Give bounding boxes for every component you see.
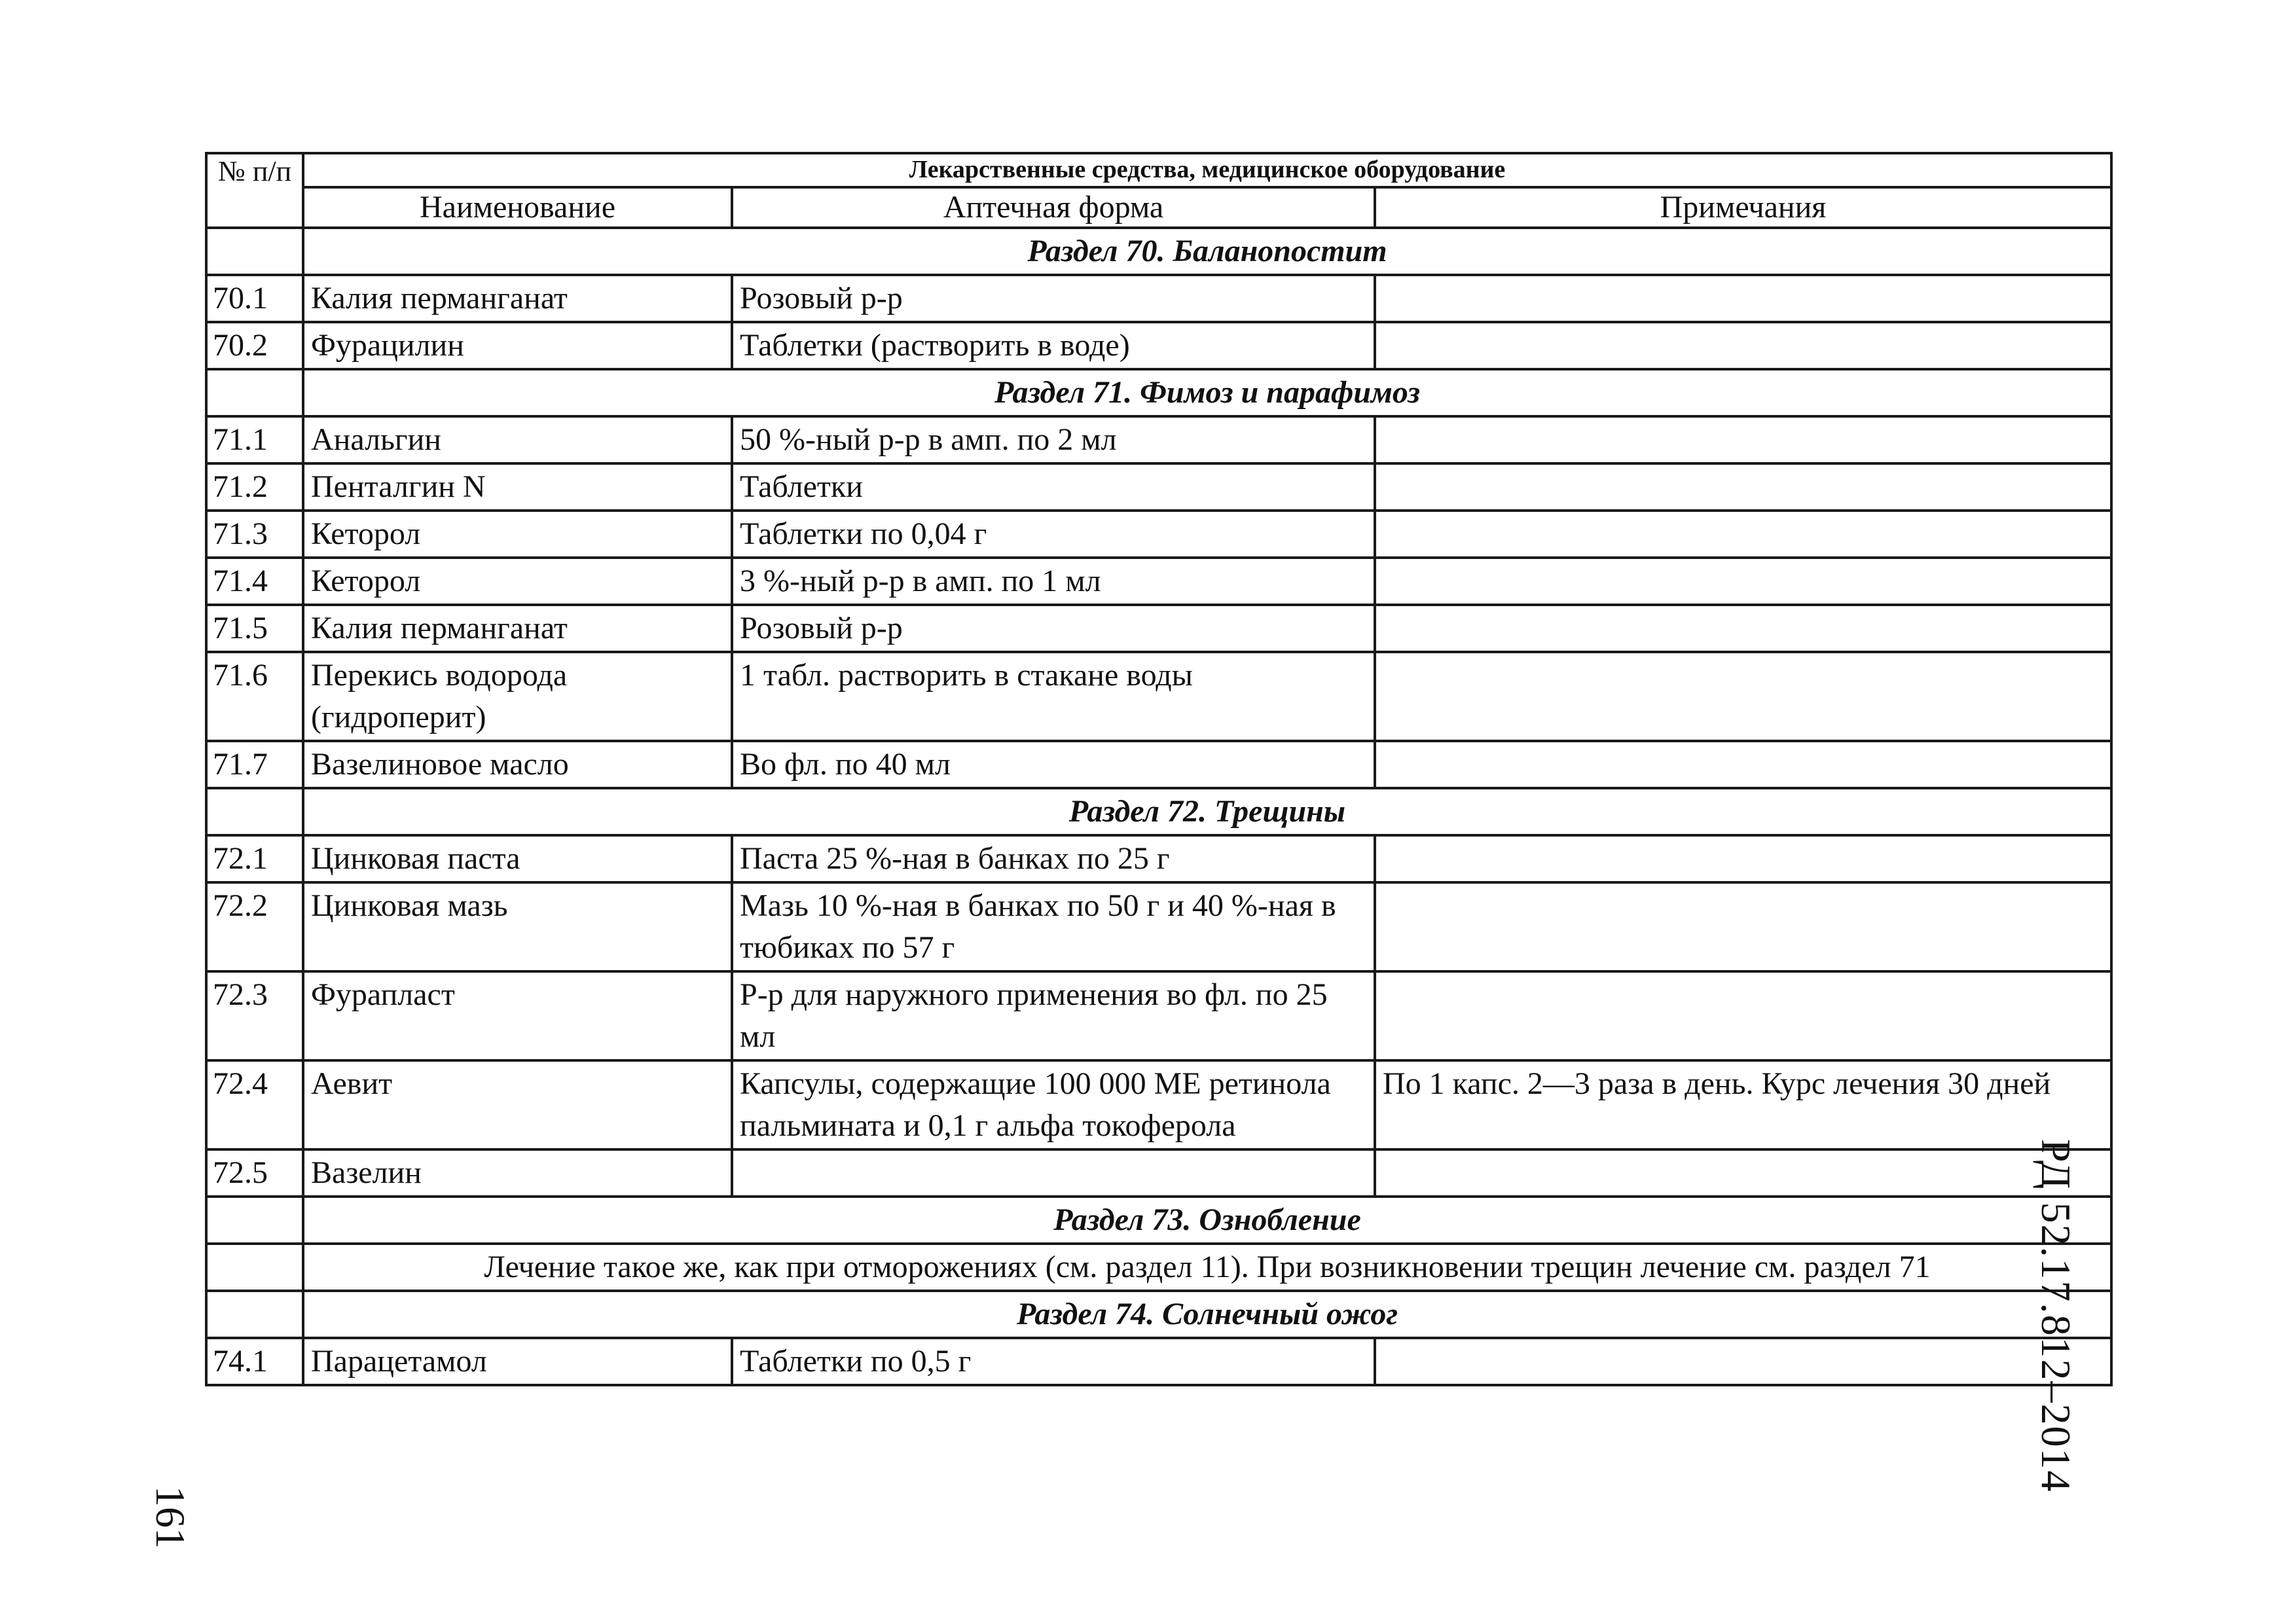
section-row [206, 788, 2111, 835]
notes-column-header: Примечания [1375, 187, 2111, 228]
row-number: 72.4 [206, 1060, 303, 1149]
item-note [1375, 275, 2111, 322]
row-number: 71.5 [206, 605, 303, 652]
item-name: Анальгин [303, 416, 732, 463]
table-row [206, 1060, 2111, 1149]
item-name: Фурацилин [303, 322, 732, 369]
item-form: Таблетки по 0,04 г [732, 511, 1375, 558]
table-row [206, 416, 2111, 463]
section-row [206, 1197, 2111, 1244]
item-form: Р-р для наружного применения во фл. по 25 мл [732, 971, 1375, 1060]
item-form: 1 табл. растворить в стакане воды [732, 652, 1375, 741]
item-name: Калия перманганат [303, 605, 732, 652]
table-row [206, 605, 2111, 652]
item-note [1375, 652, 2111, 741]
table-row [206, 741, 2111, 788]
row-number: 70.2 [206, 322, 303, 369]
item-form: Паста 25 %-ная в банках по 25 г [732, 835, 1375, 882]
item-name: Кеторол [303, 558, 732, 605]
item-name: Цинковая мазь [303, 882, 732, 971]
item-note [1375, 835, 2111, 882]
table-row [206, 652, 2111, 741]
item-name: Парацетамол [303, 1338, 732, 1385]
table-row [206, 511, 2111, 558]
section-title: Раздел 74. Солнечный ожог [303, 1291, 2111, 1338]
section-row [206, 228, 2111, 275]
table-row [206, 322, 2111, 369]
item-name: Цинковая паста [303, 835, 732, 882]
row-number: 71.3 [206, 511, 303, 558]
table-row [206, 882, 2111, 971]
item-name: Вазелиновое масло [303, 741, 732, 788]
item-note: По 1 капс. 2—3 раза в день. Курс лечения 30 дней [1375, 1060, 2111, 1149]
row-number: 72.3 [206, 971, 303, 1060]
item-note [1375, 1338, 2111, 1385]
item-note [1375, 741, 2111, 788]
table-row [206, 971, 2111, 1060]
item-form: Розовый р-р [732, 605, 1375, 652]
item-form: Таблетки (растворить в воде) [732, 322, 1375, 369]
table-row [206, 463, 2111, 511]
item-form: 3 %-ный р-р в амп. по 1 мл [732, 558, 1375, 605]
item-note [1375, 511, 2111, 558]
page-number: 161 [147, 1486, 194, 1549]
item-name: Кеторол [303, 511, 732, 558]
row-number: 72.2 [206, 882, 303, 971]
row-number: 71.1 [206, 416, 303, 463]
item-name: Аевит [303, 1060, 732, 1149]
item-name: Фурапласт [303, 971, 732, 1060]
section-title: Раздел 70. Баланопостит [303, 228, 2111, 275]
document-code: РД 52.17.812–2014 [2033, 1139, 2079, 1493]
item-note [1375, 322, 2111, 369]
section-row [206, 1291, 2111, 1338]
item-name: Перекись водорода (гидроперит) [303, 652, 732, 741]
item-note [1375, 882, 2111, 971]
table-row [206, 275, 2111, 322]
item-note [1375, 416, 2111, 463]
item-form: Таблетки по 0,5 г [732, 1338, 1375, 1385]
item-note [1375, 558, 2111, 605]
section-title: Раздел 73. Ознобление [303, 1197, 2111, 1244]
row-number: 71.4 [206, 558, 303, 605]
item-note [1375, 1149, 2111, 1197]
item-form: Капсулы, содержащие 100 000 МЕ ретинола пальмината и 0,1 г альфа токоферола [732, 1060, 1375, 1149]
section-title: Раздел 72. Трещины [303, 788, 2111, 835]
item-form: Мазь 10 %-ная в банках по 50 г и 40 %-ная в тюбиках по 57 г [732, 882, 1375, 971]
section-note-text: Лечение такое же, как при отморожениях (см. раздел 11). При возникновении трещин лечение см. раздел 71 [303, 1244, 2111, 1291]
row-number: 71.7 [206, 741, 303, 788]
item-form [732, 1149, 1375, 1197]
row-number: 71.2 [206, 463, 303, 511]
row-number: 72.5 [206, 1149, 303, 1197]
row-number: 74.1 [206, 1338, 303, 1385]
num-column-header: № п/п [206, 153, 303, 228]
item-name: Вазелин [303, 1149, 732, 1197]
section-note-row [206, 1244, 2111, 1291]
name-column-header: Наименование [303, 187, 732, 228]
item-form: Во фл. по 40 мл [732, 741, 1375, 788]
item-note [1375, 463, 2111, 511]
item-form: 50 %-ный р-р в амп. по 2 мл [732, 416, 1375, 463]
table-row [206, 1338, 2111, 1385]
item-note [1375, 971, 2111, 1060]
table-row [206, 1149, 2111, 1197]
table-row [206, 835, 2111, 882]
table-header-row-2 [206, 187, 2111, 228]
section-title: Раздел 71. Фимоз и парафимоз [303, 369, 2111, 416]
row-number: 71.6 [206, 652, 303, 741]
row-number: 70.1 [206, 275, 303, 322]
row-number: 72.1 [206, 835, 303, 882]
item-name: Калия перманганат [303, 275, 732, 322]
section-row [206, 369, 2111, 416]
table-header-row-1 [206, 153, 2111, 187]
item-note [1375, 605, 2111, 652]
item-name: Пенталгин N [303, 463, 732, 511]
item-form: Розовый р-р [732, 275, 1375, 322]
medications-table [205, 152, 2113, 1386]
item-form: Таблетки [732, 463, 1375, 511]
group-title-header: Лекарственные средства, медицинское оборудование [303, 153, 2111, 187]
table-row [206, 558, 2111, 605]
form-column-header: Аптечная форма [732, 187, 1375, 228]
